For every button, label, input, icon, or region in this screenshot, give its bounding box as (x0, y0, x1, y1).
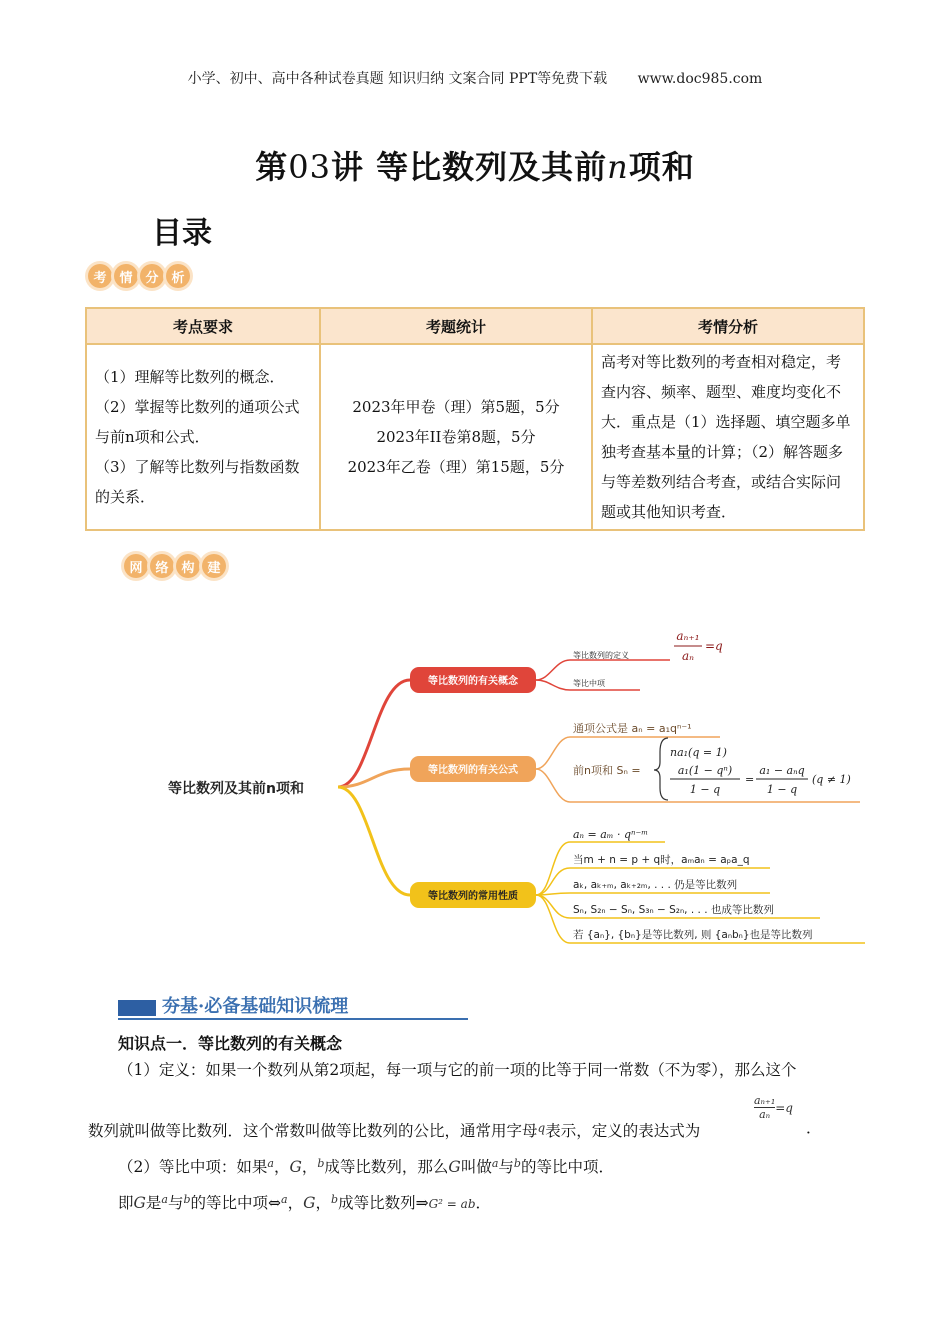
mm-case2-num: a₁(1 − qⁿ) (677, 764, 733, 777)
mid-line-1 (118, 1152, 614, 1179)
g-squared-formula: G² = ab (428, 1197, 476, 1211)
var-g: G (289, 1158, 302, 1176)
var-b: b (317, 1157, 325, 1170)
exam-table (85, 307, 865, 531)
mid-text-f: 成等比数列⇒ (338, 1194, 429, 1212)
badge-char: 考 (88, 264, 112, 288)
requirement-item: （1）理解等比数列的概念． (95, 368, 285, 386)
mm-prop-2: 当m + n = p + q时，aₘaₙ = aₚa_q (573, 854, 750, 866)
requirement-item: （3）了解等比数列与指数函数的关系． (95, 458, 300, 506)
badge-char: 构 (176, 554, 200, 578)
statistic-item: 2023年甲卷（理）第5题，5分 (352, 398, 560, 416)
frac-den: aₙ (759, 1108, 771, 1121)
var-q: q (537, 1121, 546, 1135)
mid-text-c: 叫做 (460, 1158, 492, 1176)
mm-prop-4: Sₙ, S₂ₙ − Sₙ, S₃ₙ − S₂ₙ, . . . 也成等比数列 (573, 904, 774, 916)
page-header (0, 68, 950, 88)
frac-num: aₙ₊₁ (754, 1094, 776, 1107)
mm-eq: = (745, 773, 755, 786)
mm-prop-5: 若 {aₙ}, {bₙ}是等比数列, 则 {aₙbₙ}也是等比数列 (573, 929, 813, 941)
def-line-1: （1）定义：如果一个数列从第2项起，每一项与它的前一项的比等于同一常数（不为零），那么这个 (118, 1061, 797, 1079)
mid-text-b: 成等比数列，那么 (324, 1158, 449, 1176)
network-badge (124, 554, 226, 578)
badge-char: 分 (140, 264, 164, 288)
mm-case3-den: 1 − q (766, 783, 798, 796)
mm-cond: (q ≠ 1) (812, 773, 851, 786)
var-b: b (331, 1193, 339, 1206)
title-var: n (607, 148, 629, 186)
mm-b3-label: 等比数列的常用性质 (428, 891, 518, 902)
var-a: a (267, 1157, 274, 1170)
title-prefix: 第 (255, 148, 289, 186)
mm-def-label: 等比数列的定义 (573, 651, 629, 660)
badge-char: 情 (114, 264, 138, 288)
var-g: G (448, 1158, 461, 1176)
mm-case3-num: a₁ − aₙq (759, 764, 805, 777)
badge-char: 网 (124, 554, 148, 578)
comma: ， (315, 1194, 332, 1212)
badge-char: 建 (202, 554, 226, 578)
shi: 是 (145, 1194, 162, 1212)
statistics-cell (320, 344, 592, 530)
yu: 与 (498, 1158, 514, 1176)
badge-char: 析 (166, 264, 190, 288)
def-period: ． (806, 1119, 822, 1137)
frac-rhs: =q (775, 1101, 793, 1115)
var-a: a (281, 1193, 288, 1206)
var-b: b (513, 1157, 521, 1170)
header-site[interactable]: www.doc985.com (637, 71, 763, 87)
var-a: a (491, 1157, 499, 1170)
period: ． (475, 1194, 492, 1212)
mm-sum-prefix: 前n项和 Sₙ = (573, 764, 641, 777)
page-title (0, 142, 950, 188)
statistic-item: 2023年乙卷（理）第15题，5分 (347, 458, 565, 476)
table-header: 考情分析 (592, 308, 864, 344)
def-frac (754, 1094, 775, 1121)
mid-text-e: 的等比中项⇔ (190, 1194, 282, 1212)
toc-heading: 目录 (152, 216, 212, 251)
mm-def-rhs: =q (705, 639, 723, 653)
mm-general: 通项公式是 aₙ = a₁qⁿ⁻¹ (573, 722, 692, 735)
table-header: 考点要求 (86, 308, 320, 344)
analysis-cell: 高考对等比数列的考查相对稳定，考查内容、频率、题型、难度均变化不大．重点是（1）选择题、填空题多单独考查基本量的计算；（2）解答题多与等差数列结合考查，或结合实际问题或其他知识考查． (592, 344, 864, 530)
requirement-item: （2）掌握等比数列的通项公式与前n项和公式． (95, 398, 300, 446)
mm-def-num: aₙ₊₁ (676, 629, 700, 643)
def-text-b: 表示，定义的表达式为 (545, 1122, 701, 1140)
section-marker (118, 1000, 156, 1016)
def-line-2 (88, 1116, 700, 1143)
mm-root: 等比数列及其前n项和 (168, 781, 304, 797)
requirements-cell (86, 344, 320, 530)
section-title: 夯基·必备基础知识梳理 (162, 996, 349, 1017)
var-g: G (133, 1194, 146, 1212)
title-middle: 讲 等比数列及其前 (330, 148, 608, 186)
mid-line-2 (118, 1188, 491, 1216)
mm-case2-den: 1 − q (689, 783, 721, 796)
var-g: G (303, 1194, 316, 1212)
exam-analysis-badge (88, 264, 190, 288)
mm-case1: na₁(q = 1) (670, 746, 727, 759)
yu: 与 (167, 1194, 184, 1212)
mm-prop-1: aₙ = aₘ · qⁿ⁻ᵐ (573, 828, 649, 841)
mm-b1-label: 等比数列的有关概念 (428, 676, 518, 687)
ji: 即 (118, 1194, 134, 1212)
section-banner (118, 992, 468, 1020)
def-formula (754, 1094, 793, 1121)
badge-char: 络 (150, 554, 174, 578)
mid-text-d: 的等比中项． (520, 1158, 614, 1176)
var-b: b (183, 1193, 191, 1206)
mm-b2-label: 等比数列的有关公式 (428, 765, 518, 776)
comma: ， (287, 1194, 304, 1212)
table-header: 考题统计 (320, 308, 592, 344)
statistic-item: 2023年II卷第8题，5分 (376, 428, 536, 446)
mind-map (0, 612, 950, 982)
def-text-a: 数列就叫做等比数列．这个常数叫做等比数列的公比，通常用字母 (88, 1122, 538, 1140)
header-text: 小学、初中、高中各种试卷真题 知识归纳 文案合同 PPT等免费下载 (187, 71, 608, 87)
var-a: a (161, 1193, 168, 1206)
comma: ， (273, 1158, 290, 1176)
title-number: 03 (288, 148, 331, 186)
mm-def-den: aₙ (681, 649, 695, 663)
comma: ， (301, 1158, 318, 1176)
mid-text-a: （2）等比中项：如果 (118, 1158, 268, 1176)
title-suffix: 项和 (628, 148, 695, 186)
knowledge-title: 知识点一．等比数列的有关概念 (118, 1034, 343, 1053)
mm-prop-3: aₖ, aₖ₊ₘ, aₖ₊₂ₘ, . . . 仍是等比数列 (573, 879, 738, 891)
mm-mid-label: 等比中项 (573, 679, 605, 688)
